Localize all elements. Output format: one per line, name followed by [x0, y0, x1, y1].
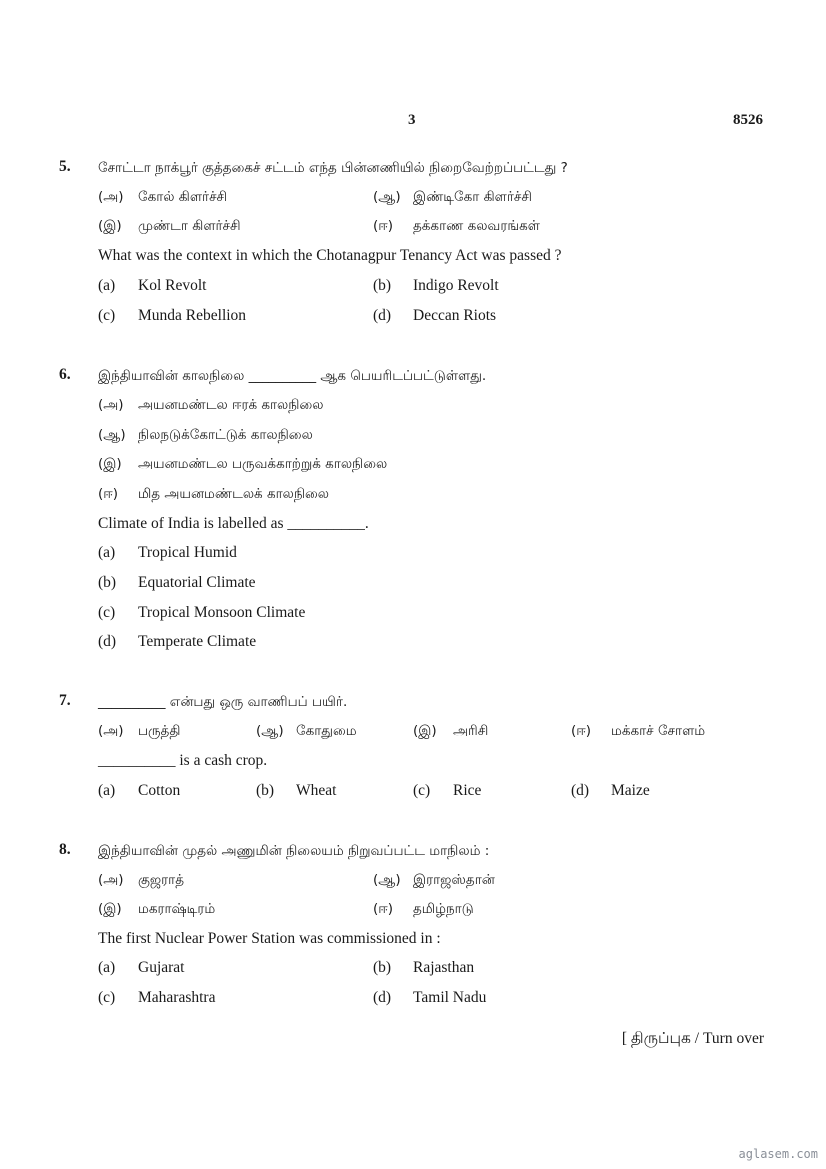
english-option-text: Wheat: [296, 782, 337, 799]
english-option-label: (b): [98, 574, 117, 591]
english-question: __________ is a cash crop.: [98, 752, 268, 769]
english-option-text: Tropical Monsoon Climate: [138, 604, 306, 621]
tamil-option-label: (இ): [98, 456, 122, 472]
tamil-option-text: அயனமண்டல ஈரக் காலநிலை: [138, 397, 324, 413]
tamil-option-text: தமிழ்நாடு: [413, 901, 474, 917]
tamil-option-text: மகராஷ்டிரம்: [138, 901, 216, 917]
english-option-text: Tropical Humid: [138, 544, 237, 561]
english-option-label: (d): [373, 989, 392, 1006]
tamil-question: __________ என்பது ஒரு வாணிபப் பயிர்.: [98, 694, 348, 710]
tamil-option-label: (அ): [98, 189, 124, 205]
tamil-option-text: முண்டா கிளர்ச்சி: [138, 218, 241, 234]
english-option-text: Equatorial Climate: [138, 574, 256, 591]
english-option-text: Cotton: [138, 782, 181, 799]
tamil-option-label: (இ): [98, 218, 122, 234]
tamil-option-text: கோதுமை: [296, 723, 357, 739]
english-option-label: (a): [98, 277, 116, 294]
tamil-option-label: (அ): [98, 872, 124, 888]
tamil-option-label: (ஈ): [373, 218, 394, 234]
english-option-text: Maharashtra: [138, 989, 216, 1006]
tamil-question: சோட்டா நாக்பூர் குத்தகைச் சட்டம் எந்த பின்னணியில் நிறைவேற்றப்பட்டது ?: [98, 160, 568, 176]
english-option-label: (a): [98, 782, 116, 799]
english-option-text: Temperate Climate: [138, 633, 257, 650]
english-option-text: Rajasthan: [413, 959, 475, 976]
tamil-question: இந்தியாவின் முதல் அணுமின் நிலையம் நிறுவப்பட்ட மாநிலம் :: [98, 843, 490, 859]
page-number: 3: [408, 112, 416, 128]
english-option-label: (c): [413, 782, 431, 799]
english-option-text: Gujarat: [138, 959, 185, 976]
english-option-label: (c): [98, 604, 116, 621]
tamil-option-label: (அ): [98, 723, 124, 739]
question-number: 8.: [59, 841, 71, 858]
tamil-option-text: அயனமண்டல பருவக்காற்றுக் காலநிலை: [138, 456, 388, 472]
tamil-option-text: இராஜஸ்தான்: [413, 872, 495, 888]
english-option-text: Indigo Revolt: [413, 277, 499, 294]
english-option-text: Deccan Riots: [413, 307, 497, 324]
question-number: 6.: [59, 366, 71, 383]
tamil-option-label: (ஆ): [256, 723, 284, 739]
question-number: 5.: [59, 158, 71, 175]
tamil-option-text: இண்டிகோ கிளர்ச்சி: [413, 189, 532, 205]
english-option-text: Munda Rebellion: [138, 307, 247, 324]
english-option-label: (b): [373, 277, 392, 294]
tamil-option-text: தக்காண கலவரங்கள்: [413, 218, 540, 234]
watermark: aglasem.com: [738, 1147, 818, 1161]
english-option-label: (d): [373, 307, 392, 324]
tamil-option-label: (இ): [98, 901, 122, 917]
english-option-label: (c): [98, 307, 116, 324]
tamil-option-text: மக்காச் சோளம்: [611, 723, 706, 739]
english-option-text: Tamil Nadu: [413, 989, 487, 1006]
english-question: What was the context in which the Chotanagpur Tenancy Act was passed ?: [98, 247, 562, 264]
tamil-option-text: பருத்தி: [138, 723, 181, 739]
english-question: Climate of India is labelled as __________.: [98, 515, 369, 532]
tamil-option-text: கோல் கிளர்ச்சி: [138, 189, 228, 205]
tamil-option-label: (அ): [98, 397, 124, 413]
tamil-option-text: அரிசி: [453, 723, 489, 739]
tamil-question: இந்தியாவின் காலநிலை __________ ஆக பெயரிடப்பட்டுள்ளது.: [98, 368, 487, 384]
tamil-option-label: (ஆ): [98, 427, 126, 443]
tamil-option-label: (ஆ): [373, 872, 401, 888]
tamil-option-label: (ஈ): [373, 901, 394, 917]
english-option-text: Maize: [611, 782, 650, 799]
tamil-option-label: (இ): [413, 723, 437, 739]
tamil-option-label: (ஆ): [373, 189, 401, 205]
english-option-label: (b): [373, 959, 392, 976]
english-option-label: (d): [571, 782, 590, 799]
tamil-option-text: நிலநடுக்கோட்டுக் காலநிலை: [138, 427, 313, 443]
tamil-option-label: (ஈ): [571, 723, 592, 739]
english-option-label: (d): [98, 633, 117, 650]
english-option-text: Rice: [453, 782, 482, 799]
english-question: The first Nuclear Power Station was commissioned in :: [98, 930, 441, 947]
english-option-label: (c): [98, 989, 116, 1006]
tamil-option-text: குஜராத்: [138, 872, 184, 888]
tamil-option-text: மித அயனமண்டலக் காலநிலை: [138, 486, 330, 502]
english-option-text: Kol Revolt: [138, 277, 207, 294]
english-option-label: (a): [98, 544, 116, 561]
english-option-label: (a): [98, 959, 116, 976]
paper-code: 8526: [733, 112, 763, 128]
question-number: 7.: [59, 692, 71, 709]
tamil-option-label: (ஈ): [98, 486, 119, 502]
turn-over-note: [ திருப்புக / Turn over: [621, 1030, 764, 1047]
english-option-label: (b): [256, 782, 275, 799]
